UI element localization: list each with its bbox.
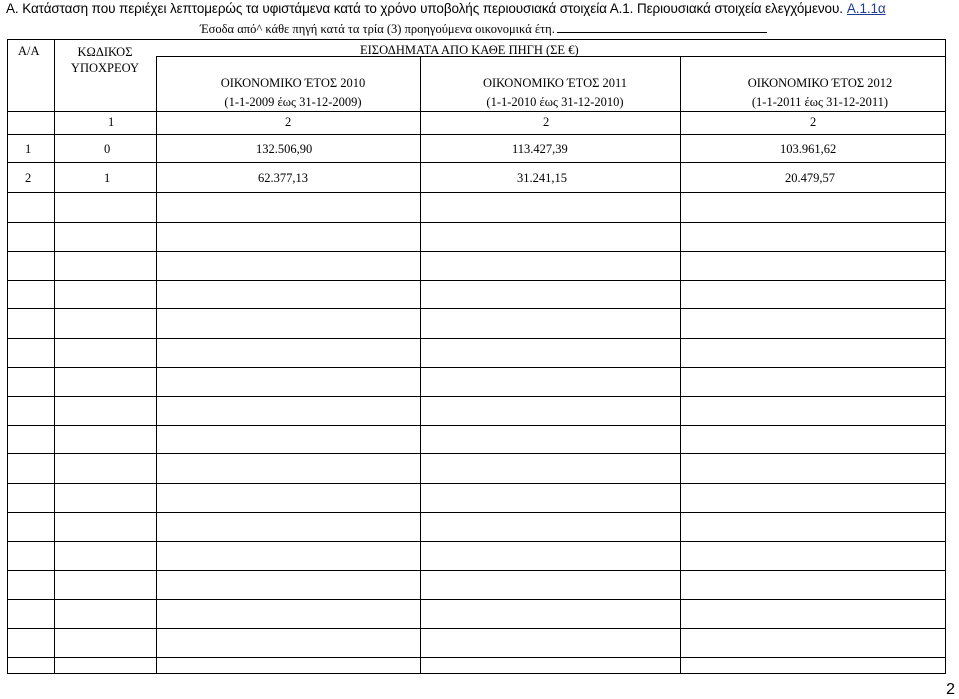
- numbering-cell: 2: [543, 115, 550, 129]
- row2-value-2010: 62.377,13: [258, 171, 308, 185]
- header-year-2012: [705, 74, 935, 112]
- row2-aa: 2: [25, 171, 32, 185]
- numbering-cell: 1: [108, 115, 115, 129]
- numbering-cell: 2: [285, 115, 292, 129]
- year-2012-title: ΟΙΚΟΝΟΜΙΚΟ ΈΤΟΣ 2012: [747, 76, 893, 90]
- header-income-group: ΕΙΣΟΔΗΜΑΤΑ ΑΠΟ ΚΑΘΕ ΠΗΓΗ (ΣΕ €): [360, 43, 579, 57]
- header-aa: Α/Α: [18, 44, 40, 58]
- row1-value-2011: 113.427,39: [512, 142, 568, 156]
- row1-aa: 1: [25, 142, 32, 156]
- header-code-text: ΚΩΔΙΚΟΣ ΥΠΟΧΡΕΟΥ: [70, 45, 140, 75]
- row1-code: 0: [104, 142, 111, 156]
- subheading-rule: [557, 32, 767, 33]
- year-2011-title: ΟΙΚΟΝΟΜΙΚΟ ΈΤΟΣ 2011: [482, 76, 628, 90]
- row2-code: 1: [104, 171, 111, 185]
- subheading-text: Έσοδα από^ κάθε πηγή κατά τα τρία (3) προηγούμενα οικονομικά έτη.: [200, 22, 555, 36]
- row2-value-2012: 20.479,57: [785, 171, 835, 185]
- header-code: [58, 44, 152, 76]
- header-year-2011: [440, 74, 670, 112]
- row2-value-2011: 31.241,15: [517, 171, 567, 185]
- year-2011-range: (1-1-2010 έως 31-12-2010): [486, 95, 624, 109]
- heading-reference: Α.1.1α: [846, 1, 886, 16]
- year-2010-range: (1-1-2009 έως 31-12-2009): [224, 95, 362, 109]
- year-2012-range: (1-1-2011 έως 31-12-2011): [751, 95, 889, 109]
- document-heading: [6, 1, 956, 16]
- numbering-cell: 2: [810, 115, 817, 129]
- page-number: 2: [946, 681, 955, 698]
- year-2010-title: ΟΙΚΟΝΟΜΙΚΟ ΈΤΟΣ 2010: [220, 76, 366, 90]
- heading-text: A. Κατάσταση που περιέχει λεπτομερώς τα υφιστάμενα κατά το χρόνο υποβολής περιουσιακά στοιχεία Α.1. Περιουσιακά στοιχεία ελεγχόμενου.: [6, 1, 843, 16]
- row1-value-2010: 132.506,90: [256, 142, 313, 156]
- header-year-2010: [178, 74, 408, 112]
- row1-value-2012: 103.961,62: [780, 142, 837, 156]
- document-subheading: [200, 22, 767, 37]
